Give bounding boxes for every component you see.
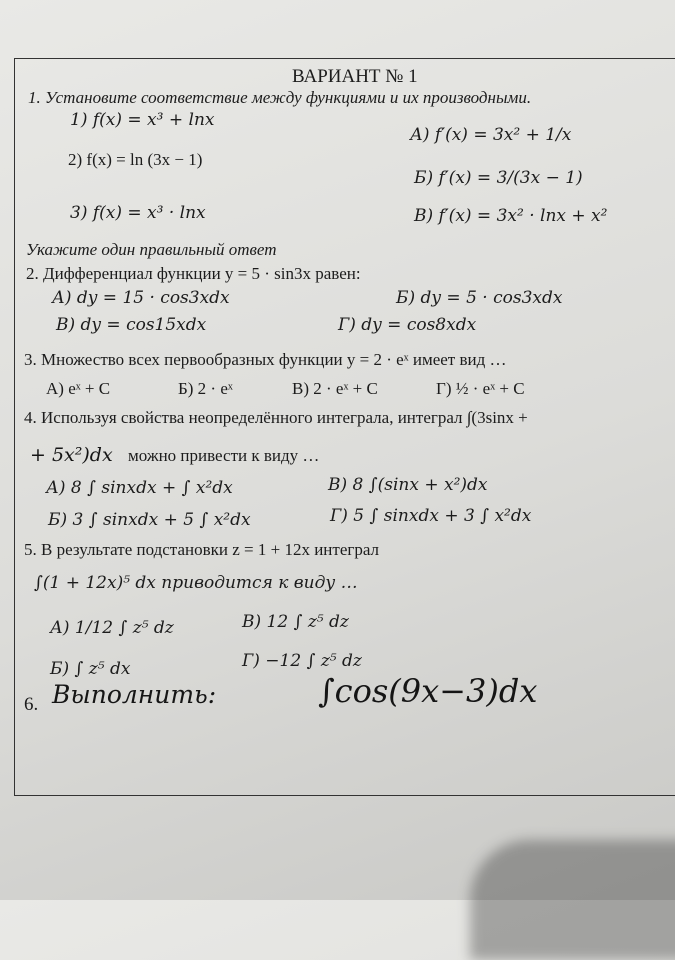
q4-option-b: Б) 3 ∫ sinxdx + 5 ∫ x²dx — [48, 510, 251, 530]
q3-option-b: Б) 2 · eˣ — [178, 379, 233, 398]
q3-option-a: А) eˣ + C — [46, 379, 111, 398]
q5-option-d: Г) −12 ∫ z⁵ dz — [242, 651, 362, 671]
q4-prompt: 4. Используя свойства неопределённого интеграла, интеграл ∫(3sinx + — [24, 408, 528, 427]
q5-option-b: Б) ∫ z⁵ dx — [50, 659, 131, 679]
q2-option-d: Г) dy = cos8xdx — [338, 315, 477, 335]
q1-left-1: 1) f(x) = x³ + lnx — [70, 110, 215, 130]
q4-option-c: В) 8 ∫(sinx + x²)dx — [328, 475, 488, 495]
q1-right-b: Б) f′(x) = 3/(3x − 1) — [414, 168, 583, 188]
q3-option-c: В) 2 · eˣ + C — [292, 379, 378, 398]
q4-option-d: Г) 5 ∫ sinxdx + 3 ∫ x²dx — [330, 506, 532, 526]
q6-handwritten-task: ∫cos(9x−3)dx — [318, 672, 538, 710]
shadow-overlay — [470, 840, 675, 960]
q2-option-a: А) dy = 15 · cos3xdx — [52, 288, 230, 308]
q2-option-b: Б) dy = 5 · cos3xdx — [396, 288, 563, 308]
q2-option-c: В) dy = cos15xdx — [56, 315, 207, 335]
q1-right-c: В) f′(x) = 3x² · lnx + x² — [414, 206, 608, 226]
q3-option-d: Г) ½ · eˣ + C — [436, 379, 525, 398]
q1-prompt: 1. Установите соответствие между функциями и их производными. — [28, 88, 532, 107]
variant-title: ВАРИАНТ № 1 — [292, 66, 418, 87]
q5-option-c: В) 12 ∫ z⁵ dz — [242, 612, 349, 632]
q5-prompt-2: ∫(1 + 12x)⁵ dx приводится к виду … — [34, 573, 358, 593]
q4-handwritten-continuation: + 5x²)dx — [30, 444, 113, 466]
q1-right-a: А) f′(x) = 3x² + 1/x — [410, 125, 572, 145]
q1-left-3: 3) f(x) = x³ · lnx — [70, 203, 206, 223]
instruction: Укажите один правильный ответ — [26, 240, 277, 259]
q1-left-2: 2) f(x) = ln (3x − 1) — [68, 150, 203, 169]
q6-number: 6. — [24, 694, 39, 715]
q3-prompt: 3. Множество всех первообразных функции y = 2 · eˣ имеет вид … — [24, 350, 507, 369]
q4-option-a: А) 8 ∫ sinxdx + ∫ x²dx — [46, 478, 233, 498]
q5-option-a: А) 1/12 ∫ z⁵ dz — [50, 618, 174, 638]
q6-handwritten-label: Выполнить: — [52, 680, 217, 709]
q5-prompt: 5. В результате подстановки z = 1 + 12x интеграл — [24, 540, 380, 559]
q4-continuation: можно привести к виду … — [128, 446, 320, 465]
q2-prompt: 2. Дифференциал функции y = 5 · sin3x равен: — [26, 264, 361, 283]
